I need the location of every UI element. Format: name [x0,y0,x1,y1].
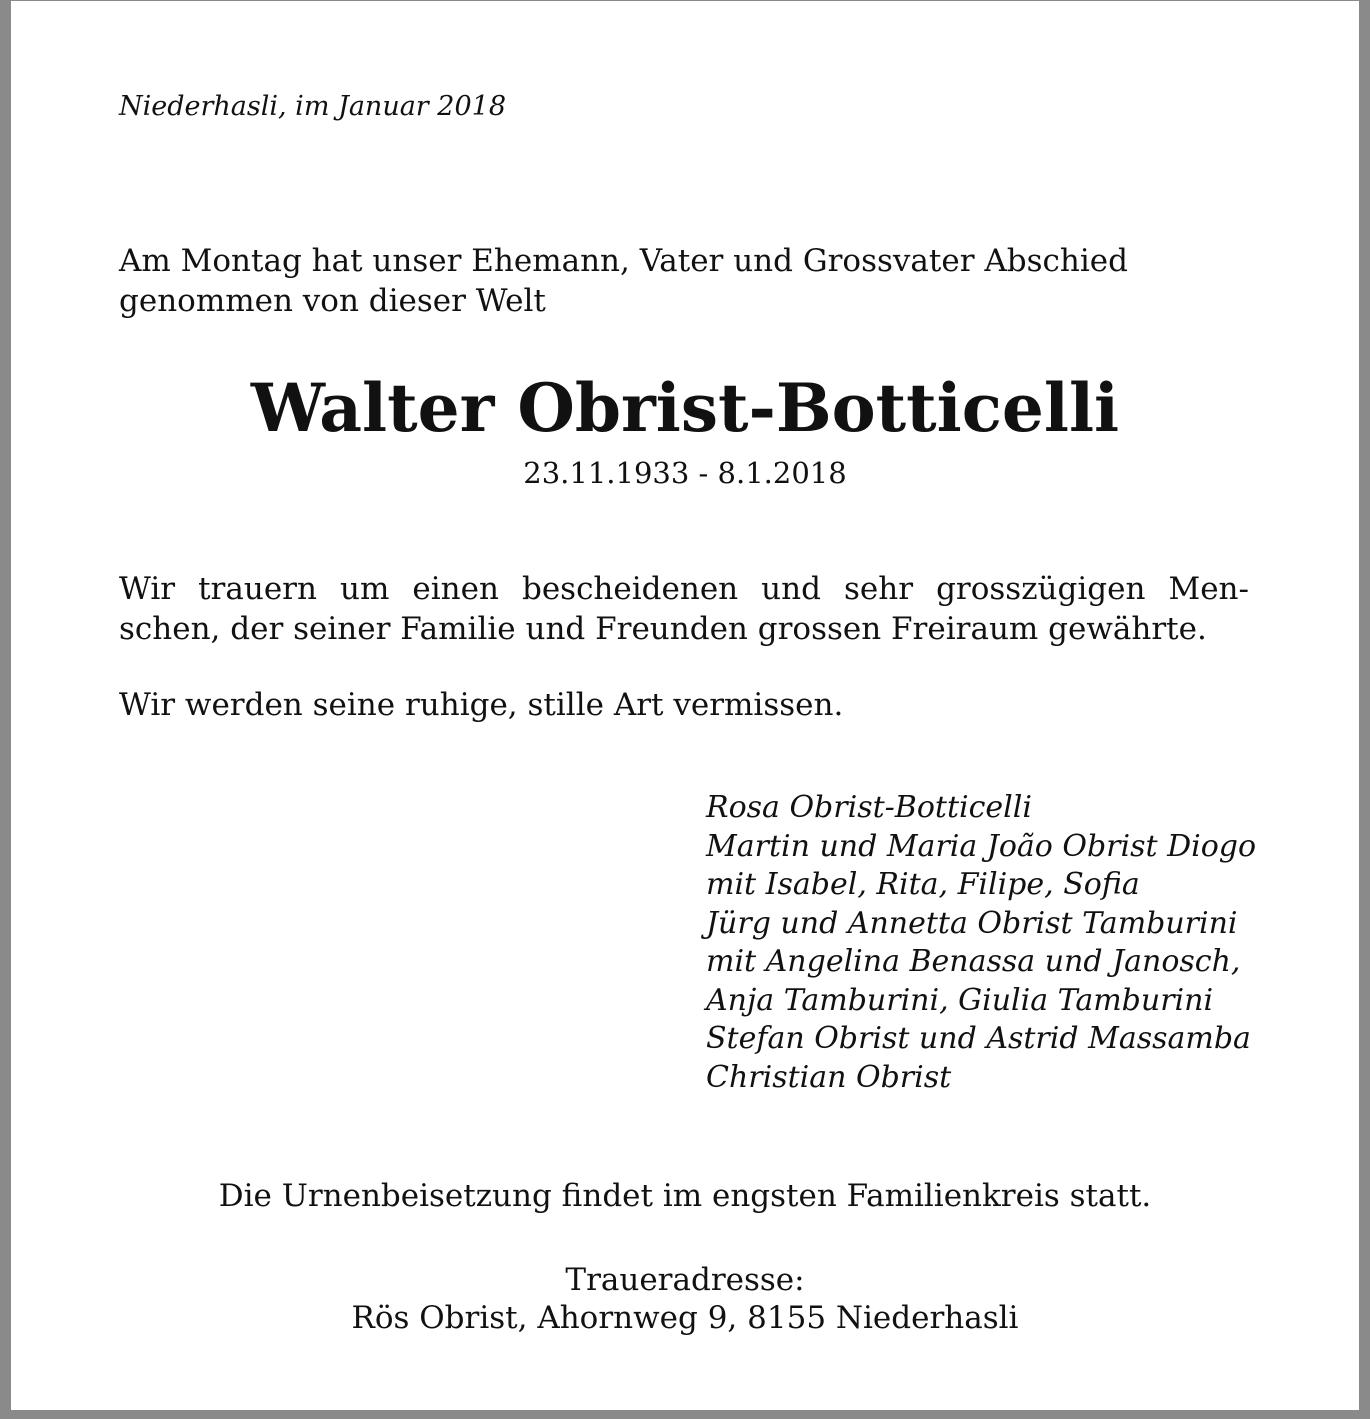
intro-text [119,241,1128,321]
mourning-text [119,569,1249,649]
burial-notice: Die Urnenbeisetzung findet im engsten Familienkreis statt. [218,1178,1152,1214]
place-date: Niederhasli, im Januar 2018 [119,91,507,122]
family-member: Jürg und Annetta Obrist Tamburini [706,905,1238,941]
intro-line: Am Montag hat unser Ehemann, Vater und Grossvater Abschied [119,243,1128,279]
family-member: Stefan Obrist und Astrid Massamba [706,1021,1251,1056]
family-member: Anja Tamburini, Giulia Tamburini [706,982,1214,1018]
family-member: mit Isabel, Rita, Filipe, Sofia [706,867,1140,902]
mourning-address: Rös Obrist, Ahornweg 9, 8155 Niederhasli [351,1300,1019,1336]
life-dates: 23.11.1933 - 8.1.2018 [523,456,847,490]
family-member: Martin und Maria João Obrist Diogo [706,828,1257,864]
address-label: Traueradresse: [565,1262,805,1298]
family-member: Christian Obrist [706,1059,952,1095]
deceased-name: Walter Obrist-Botticelli [250,369,1120,447]
mourning-line: Wir trauern um einen bescheidenen und sehr grosszügigen Men- [119,571,1249,607]
mourning-line: schen, der seiner Familie und Freunden grossen Freiraum gewährte. [119,611,1207,647]
intro-line: genommen von dieser Welt [119,283,546,319]
miss-text: Wir werden seine ruhige, stille Art vermissen. [119,687,844,723]
family-list [706,789,1256,1097]
family-member: Rosa Obrist-Botticelli [706,790,1032,825]
family-member: mit Angelina Benassa und Janosch, [706,944,1241,979]
